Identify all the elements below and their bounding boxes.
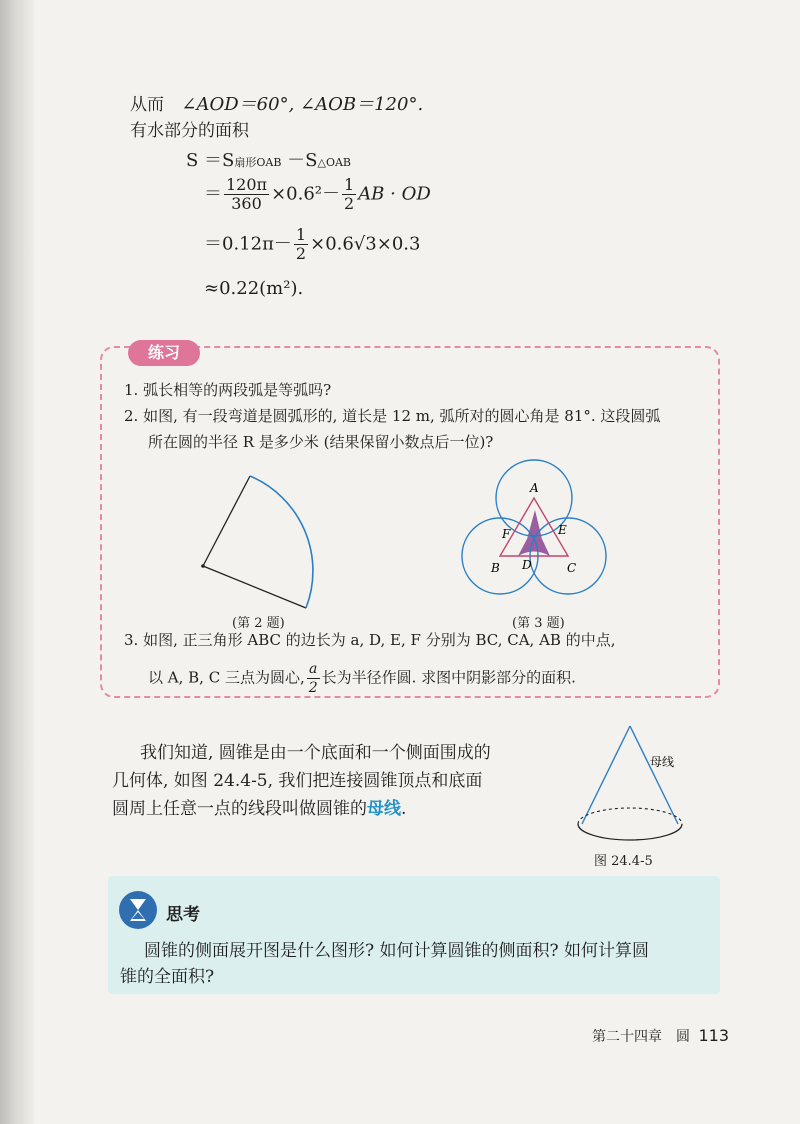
eq3-half-den: 2 <box>295 244 307 263</box>
eq1-mid: －S <box>281 150 318 171</box>
sector-arc <box>250 476 313 608</box>
equation-1 <box>186 146 351 172</box>
cone-paragraph-line3 <box>112 798 406 820</box>
q3-line2-post: 长为半径作圆. 求图中阴影部分的面积. <box>321 668 576 687</box>
solution-line-2: 有水部分的面积 <box>130 121 249 141</box>
eq2-mid: ×0.6²－ <box>271 183 340 205</box>
figure-2-sector <box>190 470 320 620</box>
label-F: F <box>502 527 511 541</box>
eq1-sub1: 扇形OAB <box>234 156 282 169</box>
cone-paragraph-line1: 我们知道, 圆锥是由一个底面和一个侧面围成的 <box>140 743 491 763</box>
eq3-half <box>294 226 308 263</box>
q3-frac-num: a <box>307 660 320 679</box>
chapter-title: 第二十四章 圆 <box>592 1029 690 1045</box>
solution-line-1-prefix: 从而 <box>130 95 164 115</box>
page-number: 113 <box>698 1026 729 1045</box>
label-A: A <box>530 481 539 495</box>
eq3-half-num: 1 <box>295 225 307 244</box>
eq2-half-num: 1 <box>344 175 355 194</box>
sector-radius-2 <box>203 566 306 608</box>
cone-figure-caption: 图 24.4-5 <box>594 854 653 869</box>
eq2-tail: AB · OD <box>358 183 431 205</box>
exercise-label: 练习 <box>128 340 200 366</box>
exercise-q3-line2 <box>148 660 576 697</box>
think-title: 思考 <box>166 905 200 925</box>
think-line1: 圆锥的侧面展开图是什么图形? 如何计算圆锥的侧面积? 如何计算圆 <box>144 941 650 961</box>
cone-p3-pre: 圆周上任意一点的线段叫做圆锥的 <box>112 799 367 819</box>
term-generatrix: 母线 <box>367 799 401 819</box>
think-line2: 锥的全面积? <box>120 967 215 987</box>
eq2-fraction <box>224 176 269 213</box>
eq2-prefix: ＝ <box>204 183 222 205</box>
cone-base-back <box>578 808 682 824</box>
eq2-half-den: 2 <box>344 194 355 213</box>
exercise-q2-line1: 2. 如图, 有一段弯道是圆弧形的, 道长是 12 m, 弧所对的圆心角是 81°. 这段圆弧 <box>124 407 661 425</box>
cone-left-edge <box>582 726 630 824</box>
angle-values: ∠AOD＝60°, ∠AOB＝120°. <box>181 94 424 115</box>
figure-cone <box>570 720 710 850</box>
caption-fig2: (第 2 题) <box>232 616 285 631</box>
eq3-prefix: ＝0.12π－ <box>204 233 292 255</box>
cone-generatrix-label: 母线 <box>650 755 675 769</box>
eq1-sub2: △OAB <box>317 156 352 169</box>
q3-line2-pre: 以 A, B, C 三点为圆心, <box>148 668 305 687</box>
label-E: E <box>558 523 567 537</box>
label-D: D <box>522 558 532 572</box>
label-B: B <box>491 561 500 575</box>
exercise-q3-line1: 3. 如图, 正三角形 ABC 的边长为 a, D, E, F 分别为 BC, CA, AB 的中点, <box>124 631 616 649</box>
equation-2 <box>204 176 431 213</box>
shaded-region-top <box>527 510 542 539</box>
solution-line-1 <box>130 94 423 116</box>
book-spine-shadow <box>0 0 34 1124</box>
sector-center-dot <box>201 564 205 568</box>
label-C: C <box>567 561 577 575</box>
cone-base-front <box>578 824 682 840</box>
eq1-lhs: S ＝S <box>186 150 235 171</box>
sector-radius-1 <box>203 476 250 566</box>
think-hourglass-icon <box>118 890 158 930</box>
figure-3-circles <box>454 452 614 602</box>
eq3-tail: ×0.6√3×0.3 <box>310 233 421 255</box>
exercise-q2-line2: 所在圆的半径 R 是多少米 (结果保留小数点后一位)? <box>148 433 494 451</box>
q3-fraction <box>307 660 320 697</box>
q3-frac-den: 2 <box>308 680 318 696</box>
eq2-numerator: 120π <box>226 175 268 194</box>
cone-paragraph-line2: 几何体, 如图 24.4-5, 我们把连接圆锥顶点和底面 <box>112 771 483 791</box>
exercise-q1: 1. 弧长相等的两段弧是等弧吗? <box>124 381 332 399</box>
caption-fig3: (第 3 题) <box>512 616 565 631</box>
cone-p3-post: . <box>401 799 407 819</box>
eq2-denominator: 360 <box>231 194 262 213</box>
page-footer <box>592 1026 729 1046</box>
equation-4: ≈0.22(m²). <box>204 278 304 299</box>
eq2-half <box>342 176 356 213</box>
equation-3 <box>204 226 420 263</box>
